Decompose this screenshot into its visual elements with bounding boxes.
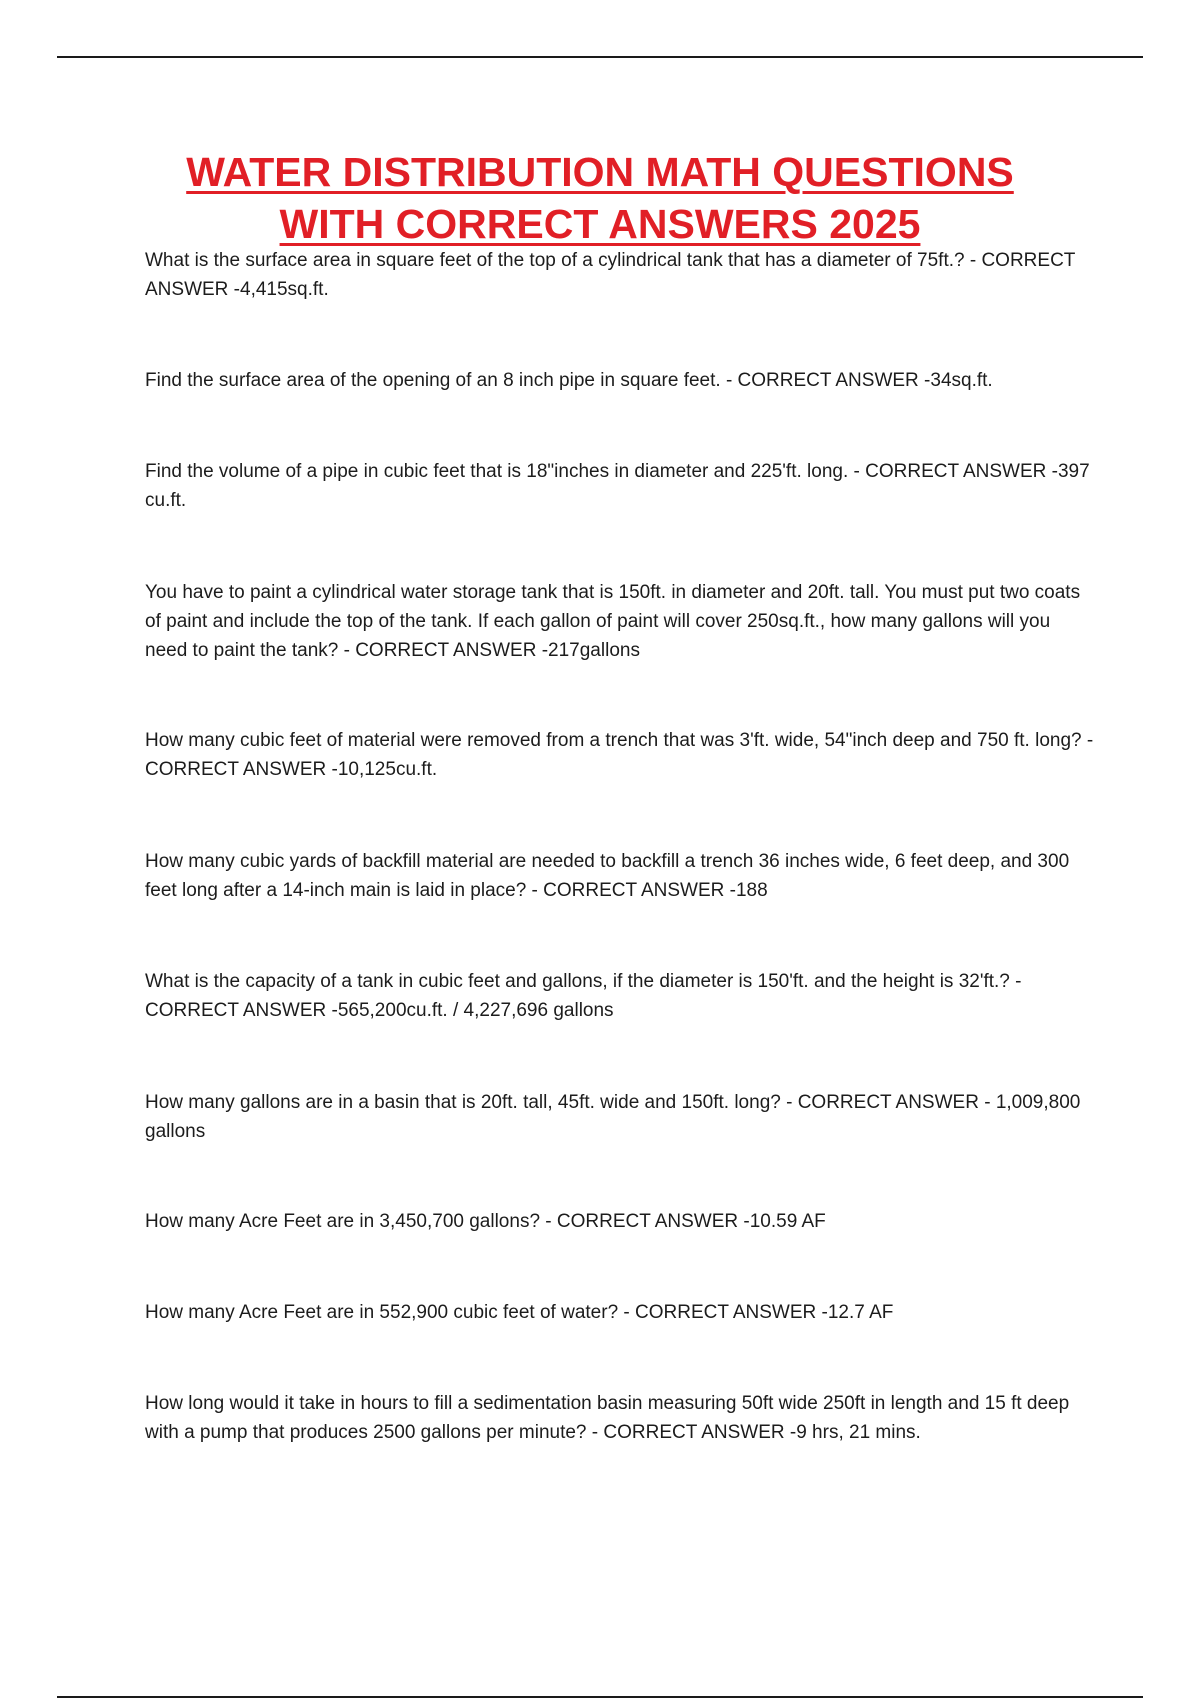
header-rule (57, 56, 1143, 58)
qa-item-8: How many gallons are in a basin that is 20ft. tall, 45ft. wide and 150ft. long? - CORRECT ANSWER - 1,009,800 gallons (145, 1092, 1081, 1142)
qa-item-4: You have to paint a cylindrical water storage tank that is 150ft. in diameter and 20ft. tall. You must put two coats of paint and include the top of the tank. If each gallon of paint will cover 250sq.ft., how many gallons will you need to paint the tank? - CORRECT ANSWER -217gallons (145, 582, 1081, 661)
title-line-1: WATER DISTRIBUTION MATH QUESTIONS (186, 149, 1014, 195)
title-line-2: WITH CORRECT ANSWERS 2025 (279, 201, 921, 247)
qa-item-6: How many cubic yards of backfill material are needed to backfill a trench 36 inches wide, 6 feet deep, and 300 feet long after a 14-inch main is laid in place? - CORRECT ANSWER -188 (145, 851, 1070, 901)
qa-item-2: Find the surface area of the opening of an 8 inch pipe in square feet. - CORRECT ANSWER -34sq.ft. (145, 370, 993, 391)
qa-item-10: How many Acre Feet are in 552,900 cubic feet of water? - CORRECT ANSWER -12.7 AF (145, 1302, 894, 1323)
footer-rule (57, 1696, 1143, 1698)
qa-item-5: How many cubic feet of material were removed from a trench that was 3'ft. wide, 54"inch deep and 750 ft. long? - CORRECT ANSWER -10,125cu.ft. (145, 730, 1094, 780)
qa-item-3: Find the volume of a pipe in cubic feet that is 18"inches in diameter and 225'ft. long. - CORRECT ANSWER -397 cu.ft. (145, 461, 1090, 511)
qa-item-11: How long would it take in hours to fill a sedimentation basin measuring 50ft wide 250ft in length and 15 ft deep with a pump that produces 2500 gallons per minute? - CORRECT ANSWER -9 hrs, 21 mins. (145, 1393, 1070, 1443)
document-title (0, 146, 1200, 250)
qa-item-7: What is the capacity of a tank in cubic feet and gallons, if the diameter is 150'ft. and the height is 32'ft.? - CORRECT ANSWER -565,200cu.ft. / 4,227,696 gallons (145, 971, 1022, 1021)
qa-item-1: What is the surface area in square feet of the top of a cylindrical tank that has a diameter of 75ft.? - CORRECT ANSWER -4,415sq.ft. (145, 250, 1076, 300)
qa-item-9: How many Acre Feet are in 3,450,700 gallons? - CORRECT ANSWER -10.59 AF (145, 1211, 826, 1232)
